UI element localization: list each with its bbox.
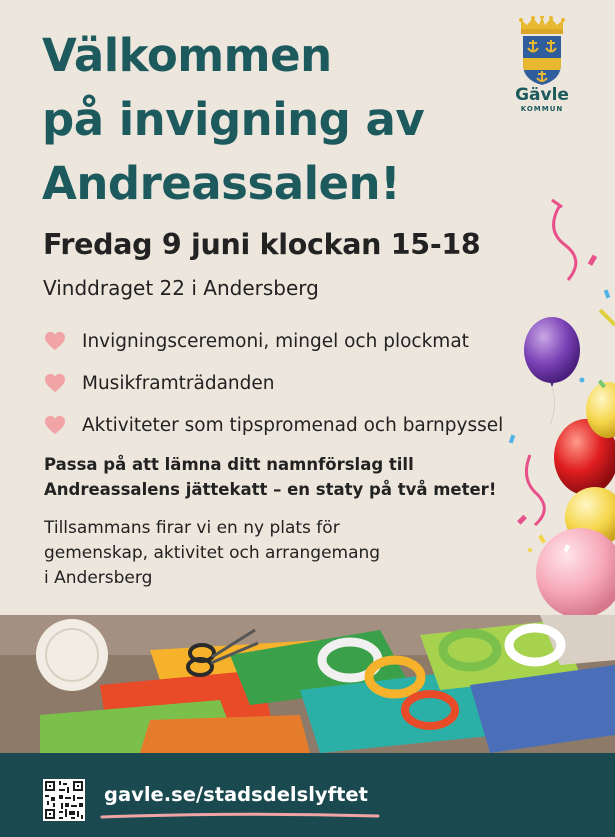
list-item xyxy=(44,320,503,362)
craft-paper-photo xyxy=(0,615,615,753)
event-address: Vinddraget 22 i Andersberg xyxy=(43,276,319,300)
activity-list xyxy=(44,320,503,446)
balloons-confetti-illustration xyxy=(490,195,615,620)
description-line-1: Tillsammans firar vi en ny plats för xyxy=(44,518,340,538)
activity-text: Invigningsceremoni, mingel och plockmat xyxy=(82,330,469,352)
title-line-3: Andreassalen! xyxy=(42,157,401,210)
heart-icon xyxy=(44,331,66,351)
callout-line-1: Passa på att lämna ditt namnförslag till xyxy=(44,455,414,474)
activity-text: Musikframträdanden xyxy=(82,372,275,394)
description-line-3: i Andersberg xyxy=(44,568,153,588)
description-line-2: gemenskap, aktivitet och arrangemang xyxy=(44,543,381,563)
logo-name: Gävle xyxy=(515,85,569,105)
list-item xyxy=(44,362,503,404)
gavle-kommun-logo xyxy=(512,16,572,116)
activity-text: Aktiviteter som tipspromenad och barnpyssel xyxy=(82,414,504,436)
qr-code-icon xyxy=(43,779,85,821)
crown-shield-icon xyxy=(512,16,572,86)
title-line-1: Välkommen xyxy=(42,29,332,82)
heart-icon xyxy=(44,373,66,393)
list-item xyxy=(44,404,503,446)
logo-subtitle: KOMMUN xyxy=(520,105,564,113)
event-date-time: Fredag 9 juni klockan 15-18 xyxy=(43,228,481,261)
title-line-2: på invigning av xyxy=(42,93,425,146)
website-link[interactable]: gavle.se/stadsdelslyftet xyxy=(104,783,368,806)
heart-icon xyxy=(44,415,66,435)
callout-line-2: Andreassalens jättekatt – en staty på två meter! xyxy=(44,480,497,499)
description-text xyxy=(44,516,380,591)
callout-text xyxy=(44,452,496,502)
underline-decoration xyxy=(100,811,380,821)
page-title xyxy=(42,24,424,216)
footer xyxy=(0,753,615,837)
